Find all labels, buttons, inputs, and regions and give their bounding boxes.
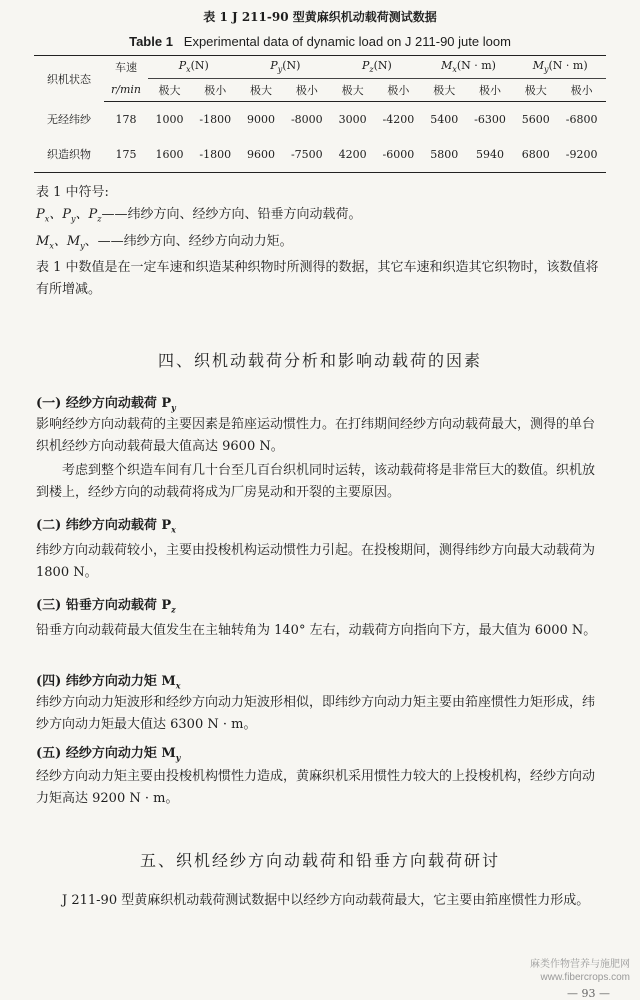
header-min: 极小 [374,79,423,102]
cell-speed: 175 [104,136,148,173]
page-number: — 93 — [567,987,610,1000]
cell-mx-max: 5800 [423,136,466,173]
cell-px-min: -1800 [199,112,232,126]
header-pz: $P_z(N)$ [331,56,423,79]
section-5-title: 五、织机经纱方向动载荷和铅垂方向载荷研讨 [139,851,500,870]
cell-my-min: -6800 [565,112,598,126]
subsection-2-title: (二) 纬纱方向动载荷 $P_x$ [36,518,176,535]
header-mx: $M_x(N \cdot m)$ [423,56,515,79]
cell-px-max: 1000 [155,112,184,126]
cell-mx-max: 5400 [430,112,459,126]
watermark-cn: 麻类作物营养与施肥网 [530,959,630,970]
header-px: $P_x(N)$ [148,56,240,79]
subsection-5-title: (五) 经纱方向动力矩 $M_y$ [36,746,181,763]
subsection-3-para: 铅垂方向动载荷最大值发生在主轴转角为 140° 左右，动载荷方向指向下方，最大值为 6000 N。 [36,623,597,638]
header-min: 极小 [191,79,240,102]
table-caption-en-text: Experimental data of dynamic load on J 211-90 jute loom [183,34,511,49]
table-caption-en-label: Table 1 [129,34,173,49]
table-notes [36,182,606,301]
cell-px-min: -1800 [191,136,240,173]
subsection-3-title: (三) 铅垂方向动载荷 $P_z$ [36,598,176,615]
header-state: 织机状态 [34,56,104,102]
cell-pz-min: -6000 [374,136,423,173]
header-max: 极大 [331,79,374,102]
header-py: $P_y(N)$ [240,56,332,79]
cell-my-max: 6800 [514,136,557,173]
header-max: 极大 [423,79,466,102]
header-speed: 车速 [104,56,148,79]
subsection-1-para-1: 影响经纱方向动载荷的主要因素是筘座运动惯性力。在打纬期间经纱方向动载荷最大，测得的单台织机经纱方向动载荷最大值高达 9600 N。 [36,417,596,454]
section-5-para: J 211-90 型黄麻织机动载荷测试数据中以经纱方向动载荷最大，它主要由筘座惯性力形成。 [62,893,590,908]
cell-py-min: -8000 [290,112,323,126]
table-row [34,102,606,137]
cell-my-min: -9200 [557,136,606,173]
header-min: 极小 [466,79,515,102]
notes-heading: 表 1 中符号: [36,185,109,200]
notes-explain: 表 1 中数值是在一定车速和织造某种织物时所测得的数据，其它车速和织造其它织物时，该数值将有所增减。 [36,260,599,298]
table-caption-en [0,34,640,49]
header-max: 极大 [148,79,191,102]
cell-mx-min: -6300 [474,112,506,126]
header-my: $M_y(N \cdot m)$ [514,56,606,79]
notes-moments: $M_x$、$M_y$、——纬纱方向、经纱方向动力矩。 [36,233,293,251]
cell-state: 织造织物 [34,136,104,173]
notes-forces: $P_x$、$P_y$、$P_z——$纬纱方向、经纱方向、铅垂方向动载荷。 [36,207,362,224]
cell-speed: 178 [115,112,137,126]
cell-py-min: -7500 [283,136,332,173]
cell-my-max: 5600 [521,112,550,126]
subsection-1-para-2: 考虑到整个织造车间有几十台至几百台织机同时运转，该动载荷将是非常巨大的数值。织机放到楼上，经纱方向的动载荷将成为厂房晃动和开裂的主要原因。 [36,463,596,500]
watermark [530,958,630,984]
cell-pz-max: 4200 [331,136,374,173]
cell-py-max: 9000 [247,112,276,126]
header-min: 极小 [557,79,606,102]
cell-py-max: 9600 [240,136,283,173]
cell-pz-min: -4200 [382,112,415,126]
subsection-1-title: (一) 经纱方向动载荷 $P_y$ [36,396,176,413]
cell-px-max: 1600 [148,136,191,173]
cell-state: 无经纬纱 [47,112,91,126]
table-row [34,136,606,173]
cell-pz-max: 3000 [338,112,367,126]
subsection-4-title: (四) 纬纱方向动力矩 $M_x$ [36,674,181,691]
subsection-4-para: 纬纱方向动力矩波形和经纱方向动力矩波形相似，即纬纱方向动力矩主要由筘座惯性力矩形成，纬纱方向动力矩最大值达 6300 N · m。 [36,695,596,732]
header-max: 极大 [514,79,557,102]
watermark-url: www.fibercrops.com [540,972,630,983]
section-4-title: 四、织机动载荷分析和影响动载荷的因素 [157,351,482,370]
dynamic-load-table [34,55,606,173]
header-max: 极大 [240,79,283,102]
cell-mx-min: 5940 [466,136,515,173]
table-caption-cn: 表 1 J 211-90 型黄麻织机动载荷测试数据 [203,10,437,24]
subsection-5-para: 经纱方向动力矩主要由投梭机构惯性力造成，黄麻织机采用惯性力较大的上投梭机构，经纱方向动力矩高达 9200 N · m。 [36,769,596,806]
subsection-2-para: 纬纱方向动载荷较小，主要由投梭机构运动惯性力引起。在投梭期间，测得纬纱方向最大动载荷为 1800 N。 [36,543,596,580]
header-min: 极小 [283,79,332,102]
header-speed-unit: r/min [104,79,148,102]
